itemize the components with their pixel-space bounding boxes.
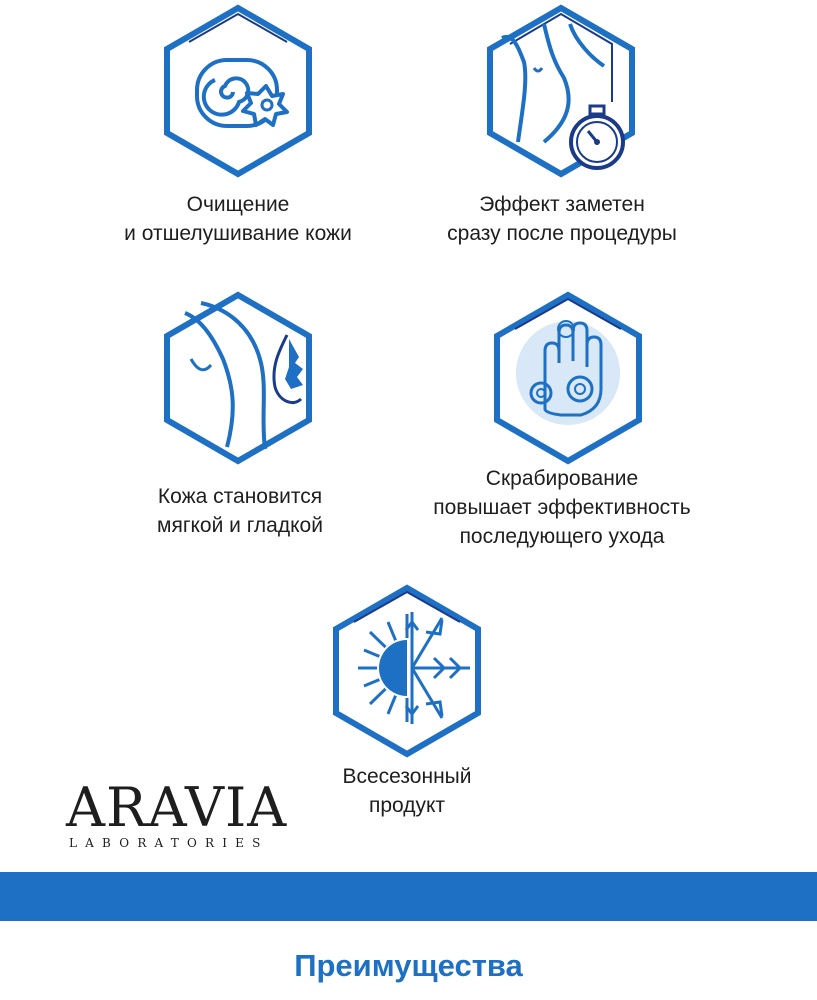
brand-logo xyxy=(66,778,306,858)
section-title: Преимущества xyxy=(294,948,523,983)
accent-band xyxy=(0,872,817,921)
smooth-skin-icon xyxy=(161,289,315,467)
towel-flower-icon xyxy=(161,2,315,180)
feature-caption-2: Эффект заметен сразу после процедуры xyxy=(447,193,677,245)
body-stopwatch-icon xyxy=(484,2,638,180)
brand-name: ARAVIA xyxy=(66,776,288,839)
feature-caption-1: Очищение и отшелушивание кожи xyxy=(124,193,352,245)
feature-caption-4: Скрабирование повышает эффективность последующего ухода xyxy=(433,467,691,548)
feature-caption-5: Всесезонный продукт xyxy=(342,765,472,817)
hand-massage-icon xyxy=(491,289,645,467)
feature-caption-3: Кожа становится мягкой и гладкой xyxy=(157,485,323,537)
brand-subtitle: LABORATORIES xyxy=(69,836,269,850)
sun-snowflake-icon xyxy=(330,582,484,760)
